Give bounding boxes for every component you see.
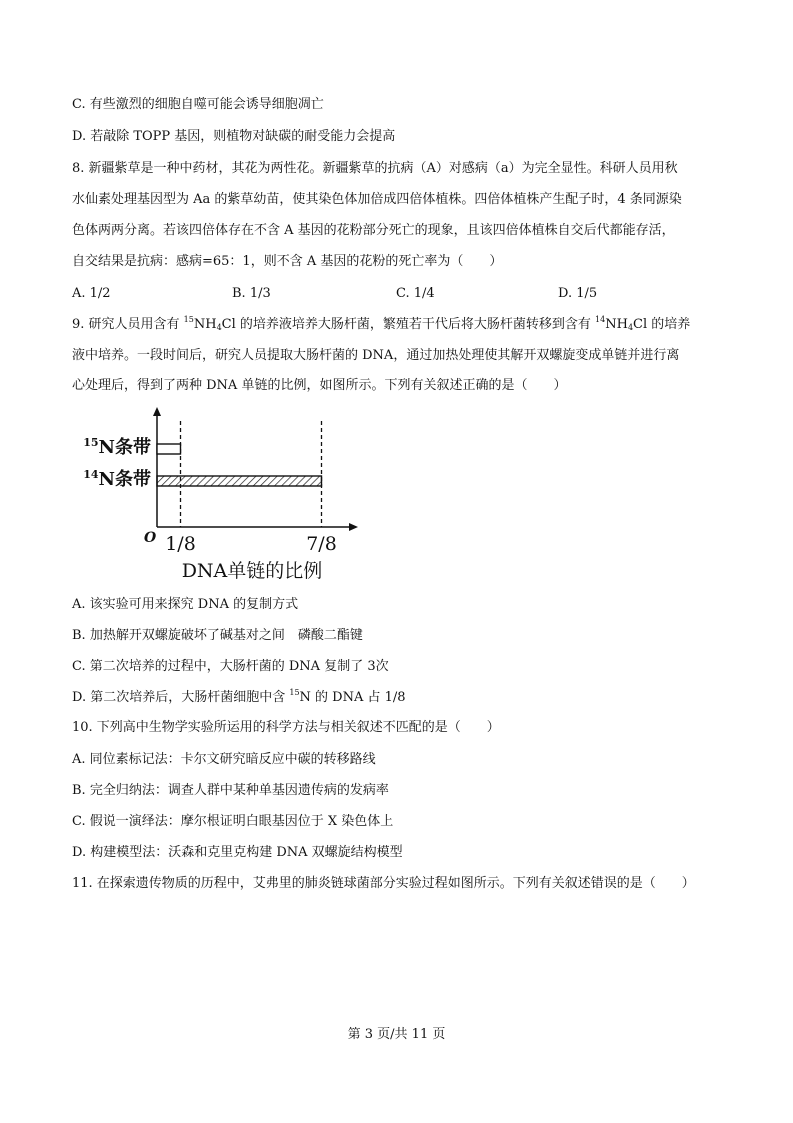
category-label-1: $^{15}$N条带 bbox=[83, 436, 151, 458]
question-10: 10. 下列高中生物学实验所运用的科学方法与相关叙述不匹配的是（ ） bbox=[72, 720, 500, 735]
x-tick-label-2: 7/8 bbox=[306, 533, 337, 555]
x-axis-arrow bbox=[349, 523, 358, 531]
q10-option-b[interactable]: B. 完全归纳法：调查人群中某种单基因遗传病的发病率 bbox=[72, 783, 389, 798]
q9-option-a[interactable]: A. 该实验可用来探究 DNA 的复制方式 bbox=[72, 597, 299, 612]
q9-option-d[interactable]: D. 第二次培养后，大肠杆菌细胞中含 $^{15}$N 的 DNA 占 1/8 bbox=[72, 688, 406, 705]
question-9-line-1: 9. 研究人员用含有 $^{15}NH_4Cl$ 的培养液培养大肠杆菌，繁殖若干代后将大肠杆菌转移到含有 $^{14}NH_4Cl$ 的培养 bbox=[72, 315, 691, 332]
q10-option-c[interactable]: C. 假说一演绎法：摩尔根证明白眼基因位于 X 染色体上 bbox=[72, 814, 394, 829]
y-axis-arrow bbox=[153, 407, 161, 416]
question-8-line-3: 色体两两分离。若该四倍体存在不含 A 基因的花粉部分死亡的现象，且该四倍体植株自交后代都能存活， bbox=[72, 223, 675, 238]
q8-option-a[interactable]: A. 1/2 bbox=[72, 286, 111, 301]
question-8-line-1: 8. 新疆紫草是一种中药材，其花为两性花。新疆紫草的抗病（A）对感病（a）为完全显性。科研人员用秋 bbox=[72, 161, 678, 176]
bar-2 bbox=[157, 476, 322, 486]
question-8-line-4: 自交结果是抗病：感病=65：1，则不含 A 基因的花粉的死亡率为（ ） bbox=[72, 254, 503, 269]
q8-option-d[interactable]: D. 1/5 bbox=[558, 286, 598, 301]
option-d-line: D. 若敲除 TOPP 基因，则植物对缺碳的耐受能力会提高 bbox=[72, 129, 396, 144]
bar-1 bbox=[157, 444, 181, 454]
question-9-line-2: 液中培养。一段时间后，研究人员提取大肠杆菌的 DNA，通过加热处理使其解开双螺旋变成单链并进行离 bbox=[72, 348, 680, 363]
q8-option-b[interactable]: B. 1/3 bbox=[232, 286, 271, 301]
q9-option-c[interactable]: C. 第二次培养的过程中，大肠杆菌的 DNA 复制了 3次 bbox=[72, 659, 389, 674]
x-axis-title: DNA单链的比例 bbox=[181, 560, 323, 582]
q10-option-d[interactable]: D. 构建模型法：沃森和克里克构建 DNA 双螺旋结构模型 bbox=[72, 845, 403, 860]
origin-label: O bbox=[144, 530, 157, 546]
question-9-line-3: 心处理后，得到了两种 DNA 单链的比例，如图所示。下列有关叙述正确的是（ ） bbox=[72, 378, 567, 393]
page-footer: 第 3 页/共 11 页 bbox=[347, 1027, 446, 1042]
dna-strand-ratio-chart bbox=[72, 405, 372, 585]
question-11: 11. 在探索遗传物质的历程中，艾弗里的肺炎链球菌部分实验过程如图所示。下列有关叙述错误的是（ ） bbox=[72, 876, 695, 891]
category-label-2: $^{14}$N条带 bbox=[83, 468, 151, 490]
x-tick-label-1: 1/8 bbox=[165, 533, 196, 555]
option-c-line: C. 有些激烈的细胞自噬可能会诱导细胞凋亡 bbox=[72, 97, 324, 112]
q9-option-b[interactable]: B. 加热解开双螺旋破坏了碱基对之间 磷酸二酯键 bbox=[72, 628, 363, 643]
q10-option-a[interactable]: A. 同位素标记法：卡尔文研究暗反应中碳的转移路线 bbox=[72, 752, 376, 767]
q8-option-c[interactable]: C. 1/4 bbox=[396, 286, 435, 301]
question-8-line-2: 水仙素处理基因型为 Aa 的紫草幼苗，使其染色体加倍成四倍体植株。四倍体植株产生配子时，4 条同源染 bbox=[72, 192, 682, 207]
